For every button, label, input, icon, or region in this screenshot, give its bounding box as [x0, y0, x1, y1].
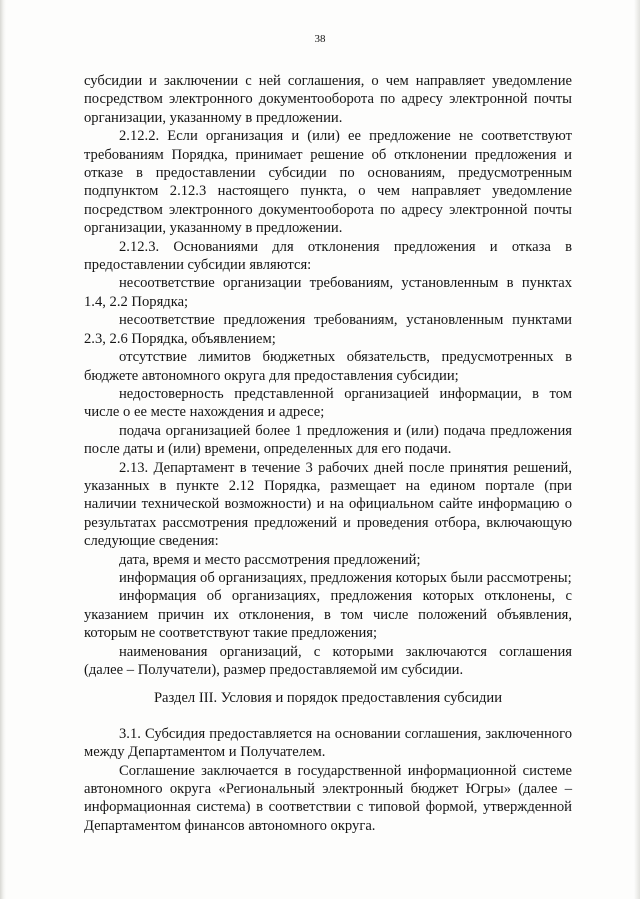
paragraph: несоответствие организации требованиям, установленным в пунктах 1.4, 2.2 Порядка; [84, 275, 572, 310]
page-number: 38 [314, 33, 326, 45]
scan-left-edge [0, 0, 6, 899]
section-heading: Раздел III. Условия и порядок предоставления субсидии [153, 690, 503, 707]
scan-right-edge [634, 0, 640, 899]
paragraph: Соглашение заключается в государственной информационной системе автономного округа «Региональный электронный бюджет Югры» (далее – информационная система) в соответствии с типовой формой, утвержденной Департаментом финансов автономного округа. [84, 762, 572, 834]
paragraph: 2.13. Департамент в течение 3 рабочих дней после принятия решений, указанных в пункте 2.12 Порядка, размещает на едином портале (при наличии технической возможности) и на официальном сайте информацию о результатах рассмотрения предложений и проведения отбора, включающую следующие сведения: [84, 459, 572, 550]
document-body [84, 72, 572, 835]
paragraph: информация об организациях, предложения которых отклонены, с указанием причин их отклонения, в том числе положений объявления, которым не соответствуют такие предложения; [84, 588, 572, 642]
paragraph: подача организацией более 1 предложения и (или) подача предложения после даты и (или) времени, определенных для его подачи. [84, 422, 572, 458]
paragraph: отсутствие лимитов бюджетных обязательств, предусмотренных в бюджете автономного округа для предоставления субсидии; [84, 349, 572, 384]
paragraph: 3.1. Субсидия предоставляется на основании соглашения, заключенного между Департаментом и Получателем. [84, 725, 572, 761]
paragraph: дата, время и место рассмотрения предложений; [119, 551, 421, 568]
paragraphs-after-heading [84, 725, 572, 835]
paragraph: несоответствие предложения требованиям, установленным пунктами 2.3, 2.6 Порядка, объявлением; [84, 312, 572, 347]
paragraphs-before-heading [84, 72, 572, 679]
paragraph: наименования организаций, с которыми заключаются соглашения (далее – Получатели), размер предоставляемой им субсидии. [84, 643, 572, 678]
paragraph: недостоверность представленной организацией информации, в том числе о ее месте нахождения и адресе; [84, 385, 572, 421]
paragraph: субсидии и заключении с ней соглашения, о чем направляет уведомление посредством электронного документооборота по адресу электронной почты организации, указанному в предложении. [84, 73, 572, 126]
paragraph: информация об организациях, предложения которых были рассмотрены; [119, 569, 572, 586]
paragraph: 2.12.2. Если организация и (или) ее предложение не соответствуют требованиям Порядка, принимает решение об отклонении предложения и отказе в предоставлении субсидии по основаниям, предусмотренным подпунктом 2.12.3 настоящего пункта, о чем направляет уведомление посредством электронного документооборота по адресу электронной почты организации, указанному в предложении. [84, 128, 572, 237]
paragraph: 2.12.3. Основаниями для отклонения предложения и отказа в предоставлении субсидии являются: [84, 238, 572, 274]
